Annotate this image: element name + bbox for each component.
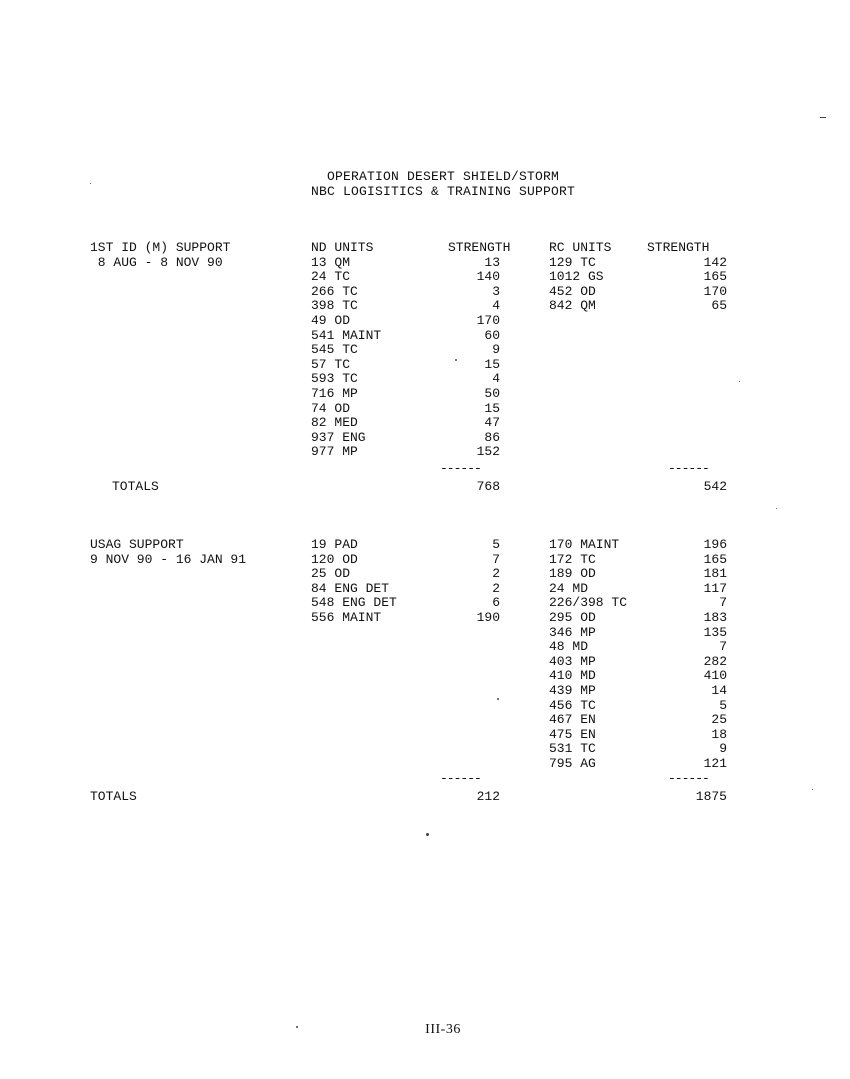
document-title bbox=[0, 169, 850, 199]
list-item: 13 bbox=[484, 254, 500, 270]
list-item: 18 bbox=[711, 726, 727, 742]
list-item: 60 bbox=[484, 327, 500, 343]
nd-units-list bbox=[311, 538, 397, 626]
scan-speck bbox=[426, 833, 429, 836]
nd-units-header: ND UNITS bbox=[311, 240, 374, 255]
rc-strength-header: STRENGTH bbox=[647, 240, 710, 255]
nd-total-rule: ------ bbox=[440, 461, 481, 476]
list-item: 456 TC bbox=[549, 697, 596, 713]
scan-speck bbox=[296, 1026, 298, 1028]
list-item: 181 bbox=[703, 566, 727, 582]
list-item: 74 OD bbox=[311, 400, 351, 416]
rc-strength-list bbox=[655, 538, 727, 772]
scan-speck bbox=[739, 381, 740, 382]
list-item: 25 bbox=[711, 712, 727, 728]
list-item: 7 bbox=[719, 595, 727, 611]
list-item: 1012 GS bbox=[549, 269, 604, 285]
list-item: 19 PAD bbox=[311, 537, 358, 552]
totals-label: TOTALS bbox=[90, 789, 137, 804]
list-item: 282 bbox=[703, 653, 727, 669]
section-label: 1ST ID (M) SUPPORT bbox=[90, 240, 231, 255]
rc-units-header: RC UNITS bbox=[549, 240, 612, 255]
list-item: 2 bbox=[492, 566, 500, 582]
list-item: 170 bbox=[703, 283, 727, 299]
nd-strength-list bbox=[430, 538, 500, 626]
list-item: 7 bbox=[492, 551, 500, 567]
list-item: 410 bbox=[703, 668, 727, 684]
list-item: 117 bbox=[703, 580, 727, 596]
list-item: 15 bbox=[484, 356, 500, 372]
list-item: 25 OD bbox=[311, 566, 351, 582]
list-item: 24 TC bbox=[311, 269, 351, 285]
list-item: 9 bbox=[492, 342, 500, 358]
list-item: 593 TC bbox=[311, 371, 358, 387]
list-item: 13 QM bbox=[311, 254, 351, 270]
list-item: 189 OD bbox=[549, 566, 596, 582]
rc-units-list bbox=[549, 256, 604, 314]
list-item: 129 TC bbox=[549, 254, 596, 270]
rc-total-rule: ------ bbox=[668, 461, 709, 476]
list-item: 9 bbox=[719, 741, 727, 757]
rc-strength-list bbox=[655, 256, 727, 314]
section-date-range: 9 NOV 90 - 16 JAN 91 bbox=[90, 551, 247, 567]
list-item: 475 EN bbox=[549, 726, 596, 742]
list-item: 2 bbox=[492, 580, 500, 596]
section-label: USAG SUPPORT bbox=[90, 537, 184, 552]
list-item: 190 bbox=[476, 609, 500, 625]
list-item: 135 bbox=[703, 624, 727, 640]
nd-total-value: 768 bbox=[476, 479, 500, 494]
list-item: 795 AG bbox=[549, 755, 596, 771]
list-item: 142 bbox=[703, 254, 727, 270]
title-line-1: OPERATION DESERT SHIELD/STORM bbox=[326, 169, 560, 184]
list-item: 439 MP bbox=[549, 682, 596, 698]
totals-label: TOTALS bbox=[112, 479, 159, 494]
list-item: 4 bbox=[492, 298, 500, 314]
nd-units-list bbox=[311, 256, 381, 460]
list-item: 47 bbox=[484, 415, 500, 431]
list-item: 15 bbox=[484, 400, 500, 416]
list-item: 120 OD bbox=[311, 551, 358, 567]
scan-speck bbox=[776, 508, 777, 509]
rc-units-list bbox=[549, 538, 627, 772]
scan-speck bbox=[455, 359, 457, 361]
list-item: 140 bbox=[476, 269, 500, 285]
list-item: 548 ENG DET bbox=[311, 595, 397, 611]
list-item: 6 bbox=[492, 595, 500, 611]
list-item: 48 MD bbox=[549, 639, 589, 655]
nd-total-rule: ------ bbox=[440, 771, 481, 786]
list-item: 410 MD bbox=[549, 668, 596, 684]
list-item: 716 MP bbox=[311, 385, 358, 401]
list-item: 977 MP bbox=[311, 444, 358, 460]
list-item: 14 bbox=[711, 682, 727, 698]
nd-strength-header: STRENGTH bbox=[448, 240, 511, 255]
list-item: 842 QM bbox=[549, 298, 596, 314]
list-item: 121 bbox=[703, 755, 727, 771]
list-item: 183 bbox=[703, 609, 727, 625]
list-item: 346 MP bbox=[549, 624, 596, 640]
list-item: 4 bbox=[492, 371, 500, 387]
rc-total-value: 1875 bbox=[695, 789, 727, 804]
title-line-2: NBC LOGISITICS & TRAINING SUPPORT bbox=[310, 184, 576, 199]
list-item: 398 TC bbox=[311, 298, 358, 314]
list-item: 84 ENG DET bbox=[311, 580, 390, 596]
list-item: 5 bbox=[719, 697, 727, 713]
list-item: 196 bbox=[703, 537, 727, 552]
nd-strength-list bbox=[430, 256, 500, 460]
list-item: 170 bbox=[476, 312, 500, 328]
list-item: 65 bbox=[711, 298, 727, 314]
scan-speck bbox=[90, 183, 91, 184]
scan-speck bbox=[820, 117, 826, 118]
list-item: 50 bbox=[484, 385, 500, 401]
list-item: 165 bbox=[703, 269, 727, 285]
list-item: 5 bbox=[492, 537, 500, 552]
list-item: 403 MP bbox=[549, 653, 596, 669]
list-item: 49 OD bbox=[311, 312, 351, 328]
list-item: 452 OD bbox=[549, 283, 596, 299]
list-item: 467 EN bbox=[549, 712, 596, 728]
page-number: III-36 bbox=[425, 1022, 461, 1037]
list-item: 3 bbox=[492, 283, 500, 299]
list-item: 226/398 TC bbox=[549, 595, 628, 611]
list-item: 165 bbox=[703, 551, 727, 567]
list-item: 24 MD bbox=[549, 580, 589, 596]
list-item: 266 TC bbox=[311, 283, 358, 299]
list-item: 541 MAINT bbox=[311, 327, 382, 343]
list-item: 937 ENG bbox=[311, 429, 366, 445]
section-date-range: 8 AUG - 8 NOV 90 bbox=[90, 254, 223, 270]
list-item: 7 bbox=[719, 639, 727, 655]
list-item: 545 TC bbox=[311, 342, 358, 358]
scan-speck bbox=[812, 789, 813, 790]
scan-speck bbox=[497, 698, 499, 700]
list-item: 295 OD bbox=[549, 609, 596, 625]
nd-total-value: 212 bbox=[476, 789, 500, 804]
list-item: 172 TC bbox=[549, 551, 596, 567]
rc-total-rule: ------ bbox=[668, 771, 709, 786]
list-item: 170 MAINT bbox=[549, 537, 620, 552]
list-item: 556 MAINT bbox=[311, 609, 382, 625]
list-item: 82 MED bbox=[311, 415, 358, 431]
list-item: 531 TC bbox=[549, 741, 596, 757]
list-item: 86 bbox=[484, 429, 500, 445]
list-item: 152 bbox=[476, 444, 500, 460]
list-item: 57 TC bbox=[311, 356, 351, 372]
rc-total-value: 542 bbox=[703, 479, 727, 494]
